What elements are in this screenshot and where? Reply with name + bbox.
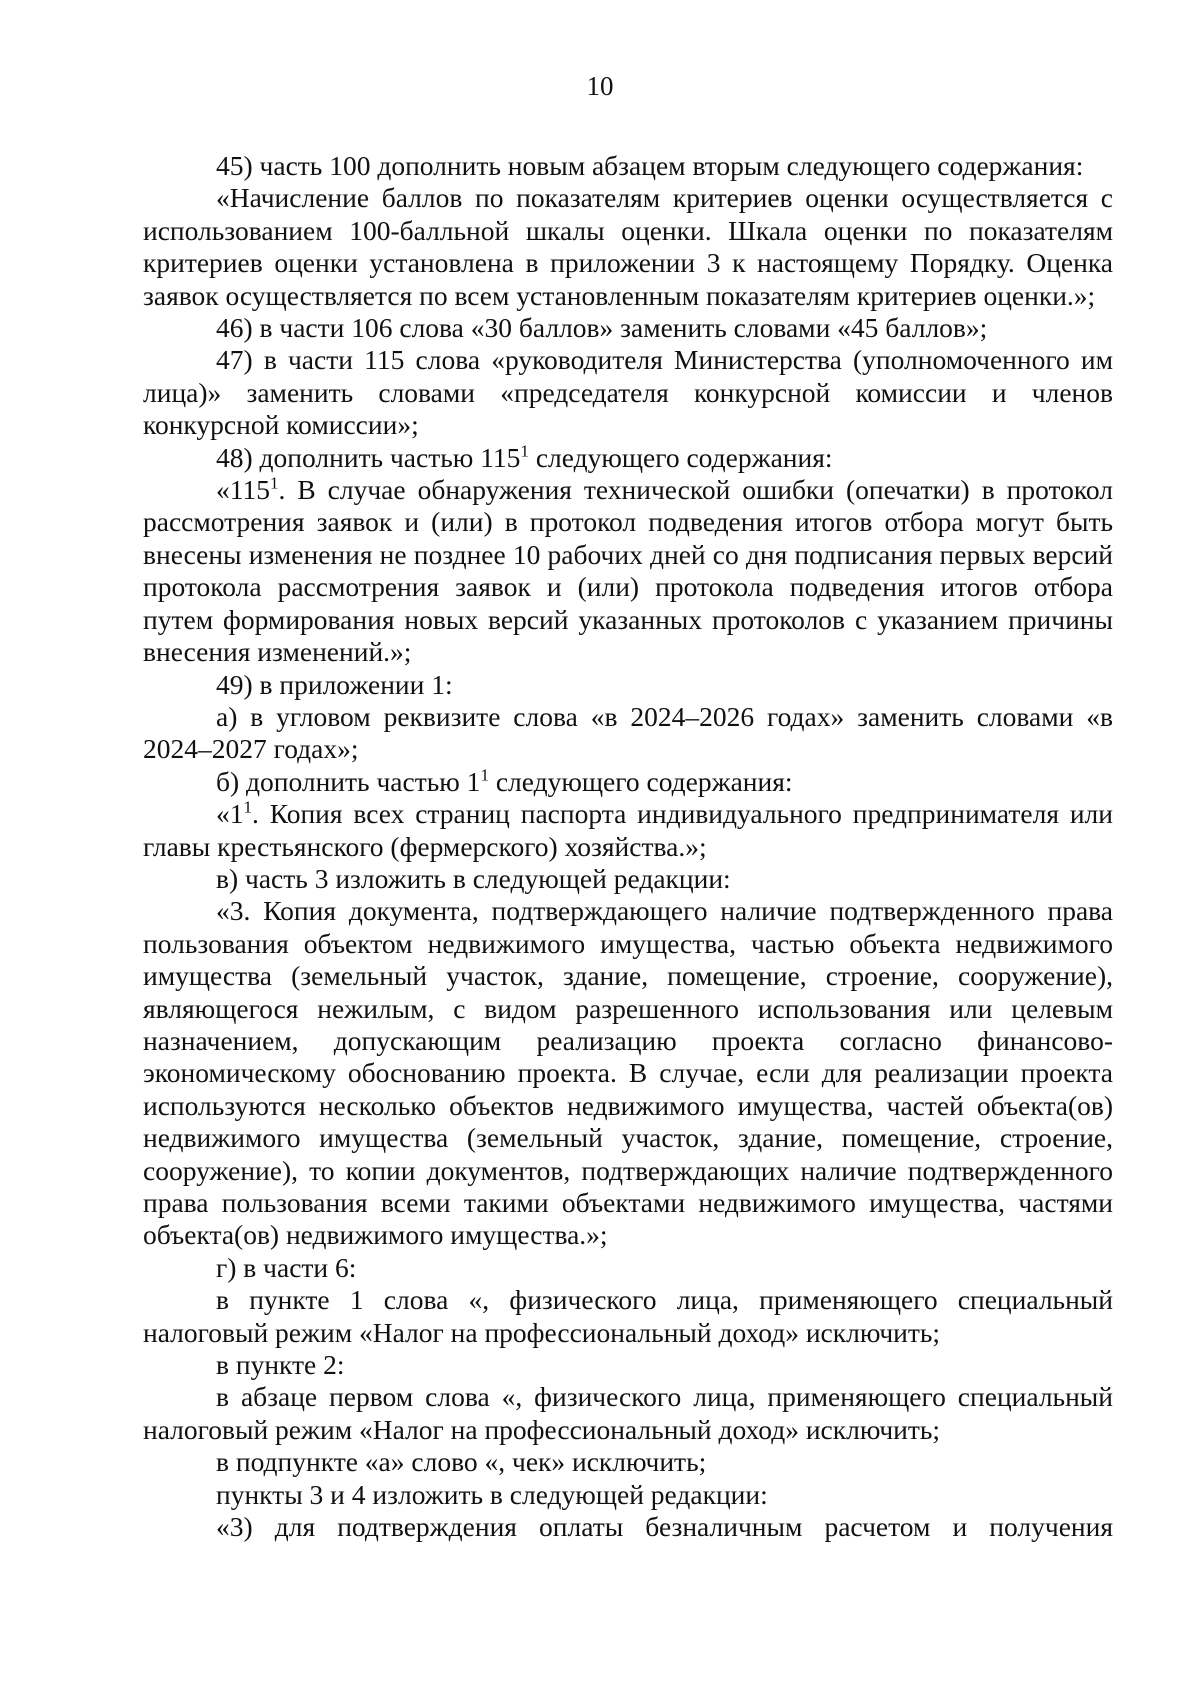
document-body [143, 150, 1113, 1543]
superscript: 1 [243, 797, 253, 817]
text-run: «1 [216, 798, 244, 830]
text-run: б) дополнить частью 1 [216, 765, 481, 797]
superscript: 1 [520, 441, 529, 461]
paragraph-10 [143, 798, 1113, 863]
paragraph-3 [143, 312, 1113, 344]
paragraph-15 [143, 1349, 1113, 1381]
text-run: «3. Копия документа, подтверждающего наличие подтвержденного права пользования объектом недвижимого имущества, частью объекта недвижимого имущества (земельный участок, здание, помещение, строение, сооружение), являющегося нежилым, с видом разрешенного использования или целевым назначением, допускающим реализацию проекта согласно финансово-экономическому обоснованию проекта. В случае, если для реализации проекта используются несколько объектов недвижимого имущества, частей объекта(ов) недвижимого имущества (земельный участок, здание, помещение, строение, сооружение), то копии документов, подтверждающих наличие подтвержденного права пользования всеми такими объектами недвижимого имущества, частями объекта(ов) недвижимого имущества.»; [143, 895, 1113, 1251]
paragraph-5 [143, 442, 1113, 474]
text-run: пункты 3 и 4 изложить в следующей редакции: [216, 1478, 768, 1510]
paragraph-19 [143, 1511, 1113, 1543]
text-run: в пункте 1 слова «, физического лица, применяющего специальный налоговый режим «Налог на профессиональный доход» исключить; [143, 1284, 1113, 1348]
text-run: в подпункте «а» слово «, чек» исключить; [216, 1446, 707, 1478]
paragraph-18 [143, 1479, 1113, 1511]
text-run: . Копия всех страниц паспорта индивидуального предпринимателя или главы крестьянского (фермерского) хозяйства.»; [143, 798, 1113, 862]
text-run: 45) часть 100 дополнить новым абзацем вторым следующего содержания: [216, 150, 1084, 181]
text-run: в) часть 3 изложить в следующей редакции: [216, 862, 731, 894]
paragraph-4 [143, 344, 1113, 441]
page-number: 10 [586, 71, 614, 101]
text-run: 48) дополнить частью 115 [216, 441, 521, 473]
text-run: 46) в части 106 слова «30 баллов» заменить словами «45 баллов»; [216, 312, 988, 344]
text-run: «Начисление баллов по показателям критериев оценки осуществляется с использованием 100-балльной шкалы оценки. Шкала оценки по показателям критериев оценки установлена в приложении 3 к настоящему Порядку. Оценка заявок осуществляется по всем установленным показателям критериев оценки.»; [143, 182, 1113, 311]
paragraph-1 [143, 150, 1113, 182]
paragraph-9 [143, 766, 1113, 798]
text-run: 47) в части 115 слова «руководителя Министерства (уполномоченного им лица)» заменить словами «председателя конкурсной комиссии и членов конкурсной комиссии»; [143, 344, 1113, 441]
paragraph-17 [143, 1446, 1113, 1478]
text-run: 49) в приложении 1: [216, 668, 453, 700]
paragraph-7 [143, 669, 1113, 701]
superscript: 1 [480, 765, 489, 785]
paragraph-6 [143, 474, 1113, 668]
paragraph-16 [143, 1381, 1113, 1446]
text-run: г) в части 6: [216, 1251, 357, 1283]
text-run: в абзаце первом слова «, физического лица, применяющего специальный налоговый режим «Налог на профессиональный доход» исключить; [143, 1381, 1113, 1445]
paragraph-8 [143, 701, 1113, 766]
paragraph-13 [143, 1252, 1113, 1284]
text-run: а) в угловом реквизите слова «в 2024–2026 годах» заменить словами «в 2024–2027 годах»; [143, 700, 1113, 765]
superscript: 1 [269, 473, 279, 493]
text-run: «3) для подтверждения оплаты безналичным расчетом и получения [216, 1511, 1113, 1543]
paragraph-12 [143, 895, 1113, 1251]
text-run: следующего содержания: [488, 765, 793, 797]
text-run: следующего содержания: [528, 441, 833, 473]
paragraph-14 [143, 1284, 1113, 1349]
text-run: в пункте 2: [216, 1349, 345, 1381]
paragraph-2 [143, 182, 1113, 312]
text-run: «115 [216, 474, 270, 506]
text-run: . В случае обнаружения технической ошибки (опечатки) в протокол рассмотрения заявок и (или) в протокол подведения итогов отбора могут быть внесены изменения не позднее 10 рабочих дней со дня подписания первых версий протокола рассмотрения заявок и (или) протокола подведения итогов отбора путем формирования новых версий указанных протоколов с указанием причины внесения изменений.»; [143, 474, 1113, 668]
paragraph-11 [143, 863, 1113, 895]
